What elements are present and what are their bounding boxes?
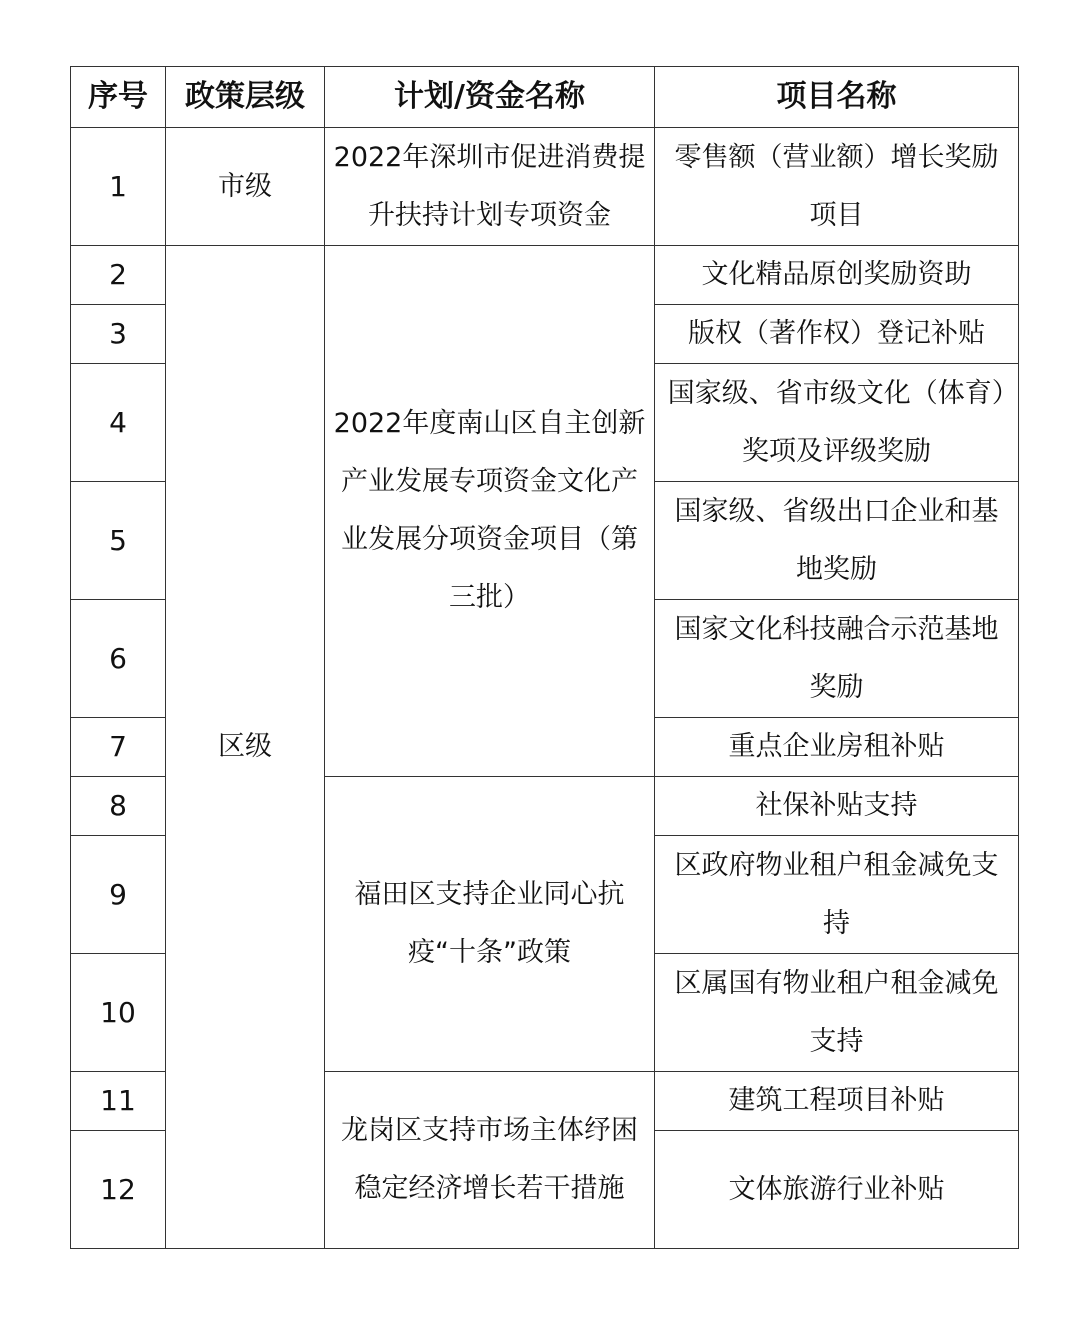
seq-cell: 4: [71, 364, 166, 482]
policy-table: [70, 66, 1019, 1249]
item-cell: [655, 364, 1019, 482]
item-text: 国家级、省市级文化（体育）奖项及评级奖励: [667, 377, 1006, 467]
table-row: [71, 128, 1019, 246]
item-cell: [655, 954, 1019, 1072]
level-city-cell: 市级: [166, 128, 325, 246]
plan-text: 2022年度南山区自主创新产业发展专项资金文化产业发展分项资金项目（第三批）: [333, 408, 646, 613]
item-cell: [655, 1131, 1019, 1249]
header-item: 项目名称: [655, 67, 1019, 128]
item-text: 重点企业房租补贴: [728, 731, 945, 762]
item-cell: [655, 777, 1019, 836]
seq-cell: 11: [71, 1072, 166, 1131]
header-level: 政策层级: [166, 67, 325, 128]
table-row: [71, 246, 1019, 305]
seq-cell: 1: [71, 128, 166, 246]
plan-cell-1: [325, 128, 655, 246]
plan-text: 2022年深圳市促进消费提升扶持计划专项资金: [333, 141, 646, 231]
seq-cell: 3: [71, 305, 166, 364]
item-text: 文体旅游行业补贴: [728, 1173, 945, 1205]
item-text: 社保补贴支持: [755, 790, 918, 821]
seq-cell: 6: [71, 600, 166, 718]
item-text: 国家文化科技融合示范基地奖励: [674, 613, 999, 703]
item-cell: [655, 718, 1019, 777]
plan-cell-2: [325, 246, 655, 777]
item-cell: [655, 305, 1019, 364]
item-text: 区属国有物业租户租金减免支持: [674, 967, 999, 1057]
seq-cell: 9: [71, 836, 166, 954]
plan-cell-3: [325, 777, 655, 1072]
header-seq: 序号: [71, 67, 166, 128]
item-text: 区政府物业租户租金减免支持: [674, 849, 999, 939]
seq-cell: 7: [71, 718, 166, 777]
item-text: 版权（著作权）登记补贴: [688, 318, 985, 349]
item-cell: [655, 600, 1019, 718]
item-cell: [655, 836, 1019, 954]
item-text: 零售额（营业额）增长奖励项目: [674, 141, 999, 231]
seq-cell: 12: [71, 1131, 166, 1249]
seq-cell: 2: [71, 246, 166, 305]
plan-text: 福田区支持企业同心抗疫“十条”政策: [354, 879, 625, 968]
level-district-cell: 区级: [166, 246, 325, 1249]
seq-cell: 10: [71, 954, 166, 1072]
item-text: 国家级、省级出口企业和基地奖励: [674, 495, 999, 585]
item-cell: [655, 128, 1019, 246]
header-row: [71, 67, 1019, 128]
seq-cell: 5: [71, 482, 166, 600]
plan-cell-4: [325, 1072, 655, 1249]
item-cell: [655, 482, 1019, 600]
item-cell: [655, 1072, 1019, 1131]
item-text: 文化精品原创奖励资助: [701, 259, 972, 290]
item-cell: [655, 246, 1019, 305]
item-text: 建筑工程项目补贴: [728, 1085, 945, 1116]
header-plan: 计划/资金名称: [325, 67, 655, 128]
seq-cell: 8: [71, 777, 166, 836]
plan-text: 龙岗区支持市场主体纾困稳定经济增长若干措施: [341, 1115, 638, 1204]
